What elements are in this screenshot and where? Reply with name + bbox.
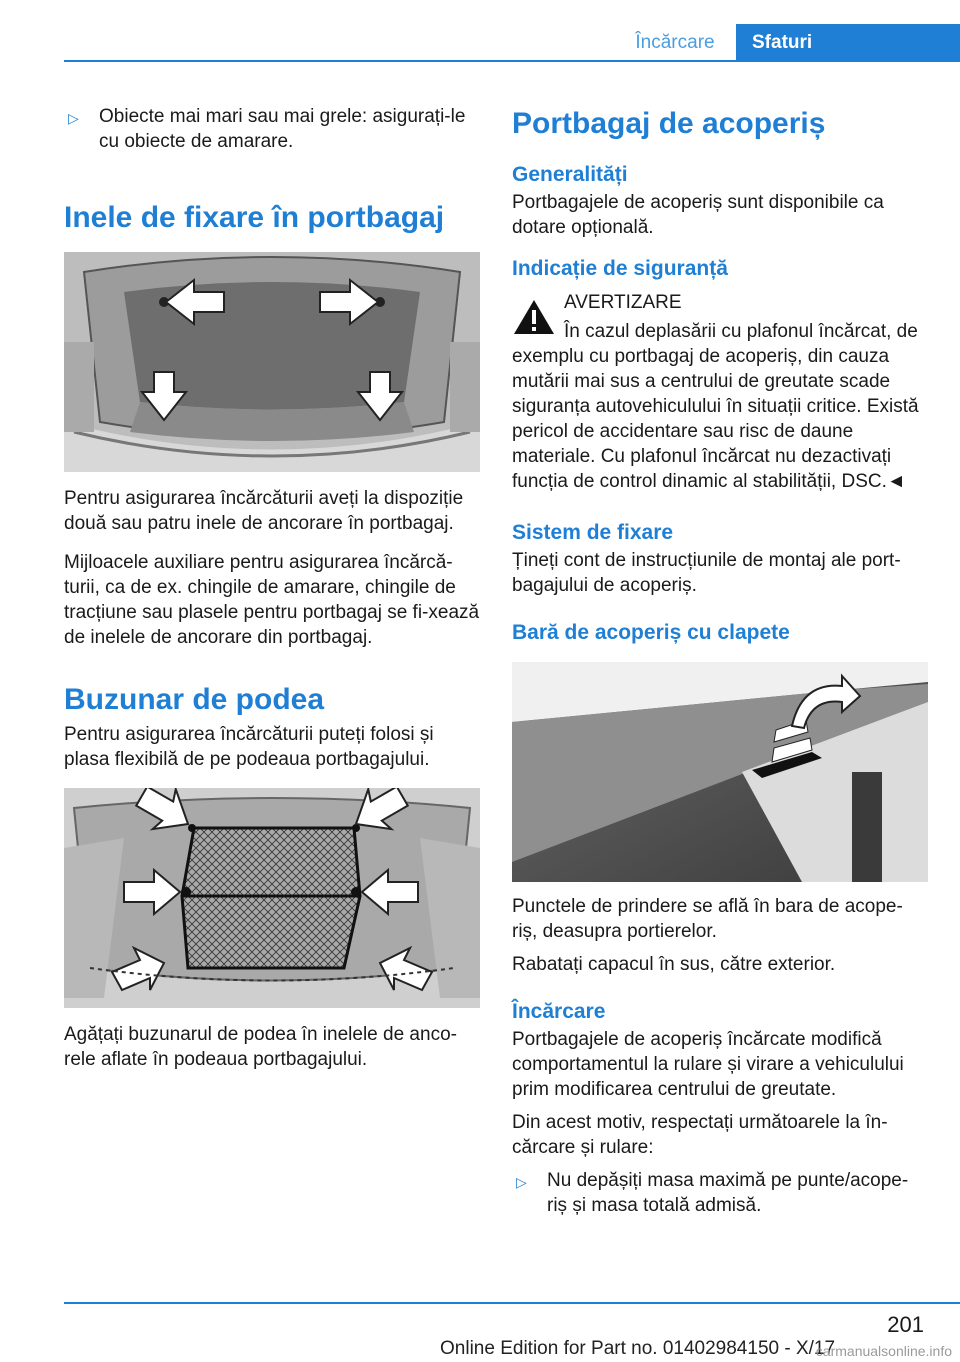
floor-net-illustration <box>64 788 480 1008</box>
bullet-item <box>64 104 480 154</box>
para-bara-2: Rabatați capacul în sus, către exterior. <box>512 954 836 975</box>
bullet-item <box>512 1168 928 1218</box>
warning-title: AVERTIZARE <box>564 292 682 313</box>
subheading-generalitati: Generalități <box>512 163 628 186</box>
para-bara-1: Punctele de prindere se află în bara de acope‐riș, deasupra portierelor. <box>512 896 903 942</box>
header-rule <box>64 60 960 62</box>
heading-portbagaj-acoperis: Portbagaj de acoperiș <box>512 107 826 140</box>
subheading-incarcare: Încărcare <box>512 1000 606 1023</box>
left-column <box>64 104 480 1072</box>
heading-inele: Inele de fixare în portbagaj <box>64 201 445 234</box>
bullet-text: Obiecte mai mari sau mai grele: asigurați‐le cu obiecte de amarare. <box>99 106 466 152</box>
tab-incarcare[interactable]: Încărcare <box>635 32 715 53</box>
para-buzunar-1: Pentru asigurarea încărcăturii puteți folosi și plasa flexibilă de pe podeaua portbagajului. <box>64 724 434 770</box>
triangle-bullet-icon: ▷ <box>516 1174 527 1190</box>
warning-block <box>512 290 928 494</box>
para-incarcare-2: Din acest motiv, respectați următoarele la în‐cărcare și rulare: <box>512 1112 888 1158</box>
edition-text: Online Edition for Part no. 01402984150 - X/17 <box>440 1338 836 1359</box>
roof-rail-illustration <box>512 662 928 882</box>
trunk-rings-photo <box>64 252 480 472</box>
para-inele-1: Pentru asigurarea încărcăturii aveți la dispoziție două sau patru inele de ancorare în portbagaj. <box>64 488 464 534</box>
tab-sfaturi[interactable]: Sfaturi <box>736 24 960 62</box>
subheading-indicatie: Indicație de siguranță <box>512 257 728 280</box>
bullet-text: Nu depășiți masa maximă pe punte/acope‐riș și masa totală admisă. <box>547 1170 909 1216</box>
footer-rule <box>64 1302 960 1304</box>
heading-buzunar: Buzunar de podea <box>64 683 325 716</box>
subheading-sistem: Sistem de fixare <box>512 521 674 544</box>
warning-text-rest: exemplu cu portbagaj de acoperiș, din cauza mutării mai sus a centrului de greutate scade siguranța autovehiculului în situații critice. Există pericol de accidentare sau risc de daune materiale. Cu plafonul încărcat nu dezactivați funcția de control dinamic al stabilității, DSC.◄ <box>512 346 919 492</box>
triangle-bullet-icon: ▷ <box>68 110 79 126</box>
right-column <box>512 104 928 1218</box>
roof-rail-photo <box>512 662 928 882</box>
floor-pocket-photo <box>64 788 480 1008</box>
trunk-rings-illustration <box>64 252 480 472</box>
warning-text-first: În cazul deplasării cu plafonul încărcat, de <box>564 321 918 342</box>
watermark: carmanualsonline.info <box>815 1343 952 1359</box>
para-buzunar-2: Agățați buzunarul de podea în inelele de anco‐rele aflate în podeaua portbagajului. <box>64 1024 457 1070</box>
para-sistem: Țineți cont de instrucțiunile de montaj ale port‐bagajului de acoperiș. <box>512 550 901 596</box>
para-inele-2: Mijloacele auxiliare pentru asigurarea încărcă‐turii, ca de ex. chingile de amarare, chingile de tracțiune sau plasele pentru portbagaj se fi‐xează de inelele de ancorare din portbagaj. <box>64 552 480 648</box>
page-number: 201 <box>887 1312 924 1337</box>
para-generalitati: Portbagajele de acoperiș sunt disponibile ca dotare opțională. <box>512 192 884 238</box>
subheading-bara: Bară de acoperiș cu clapete <box>512 621 790 644</box>
warning-triangle-icon <box>512 298 556 336</box>
para-incarcare-1: Portbagajele de acoperiș încărcate modifică comportamentul la rulare și virare a vehiculului prim modificarea centrului de greutate. <box>512 1029 904 1100</box>
